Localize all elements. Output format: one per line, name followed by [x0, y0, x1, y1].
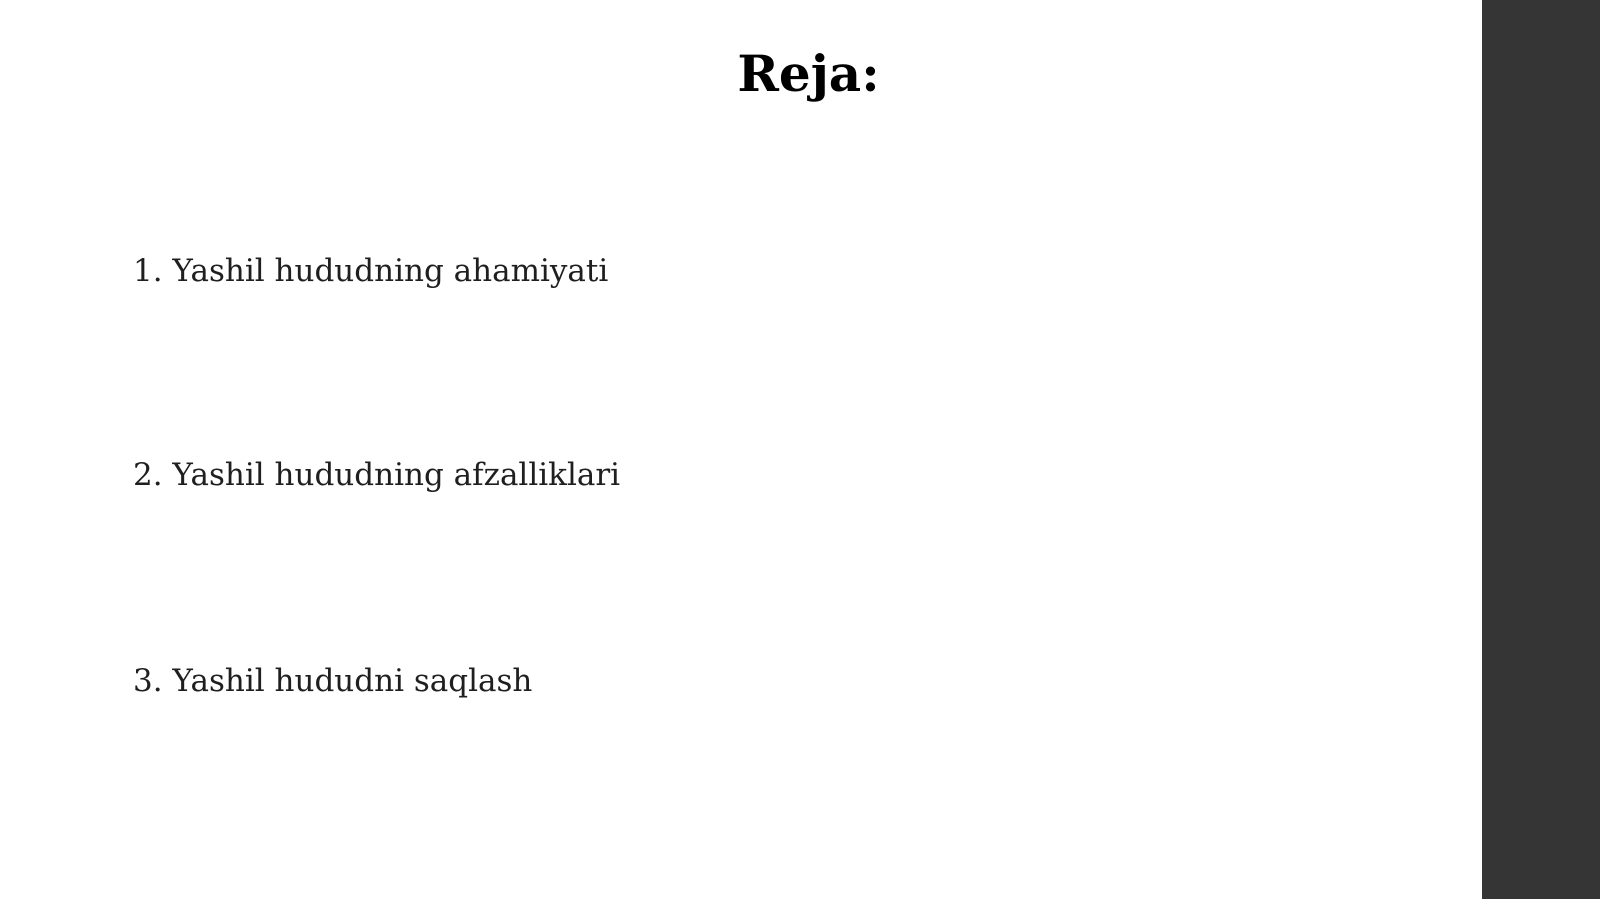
plan-item-3: 3. Yashil hududni saqlash [133, 663, 533, 699]
plan-item-1: 1. Yashil hududning ahamiyati [133, 253, 609, 289]
side-bar [1482, 0, 1600, 899]
plan-item-2: 2. Yashil hududning afzalliklari [133, 457, 621, 493]
slide-title: Reja: [737, 44, 880, 103]
